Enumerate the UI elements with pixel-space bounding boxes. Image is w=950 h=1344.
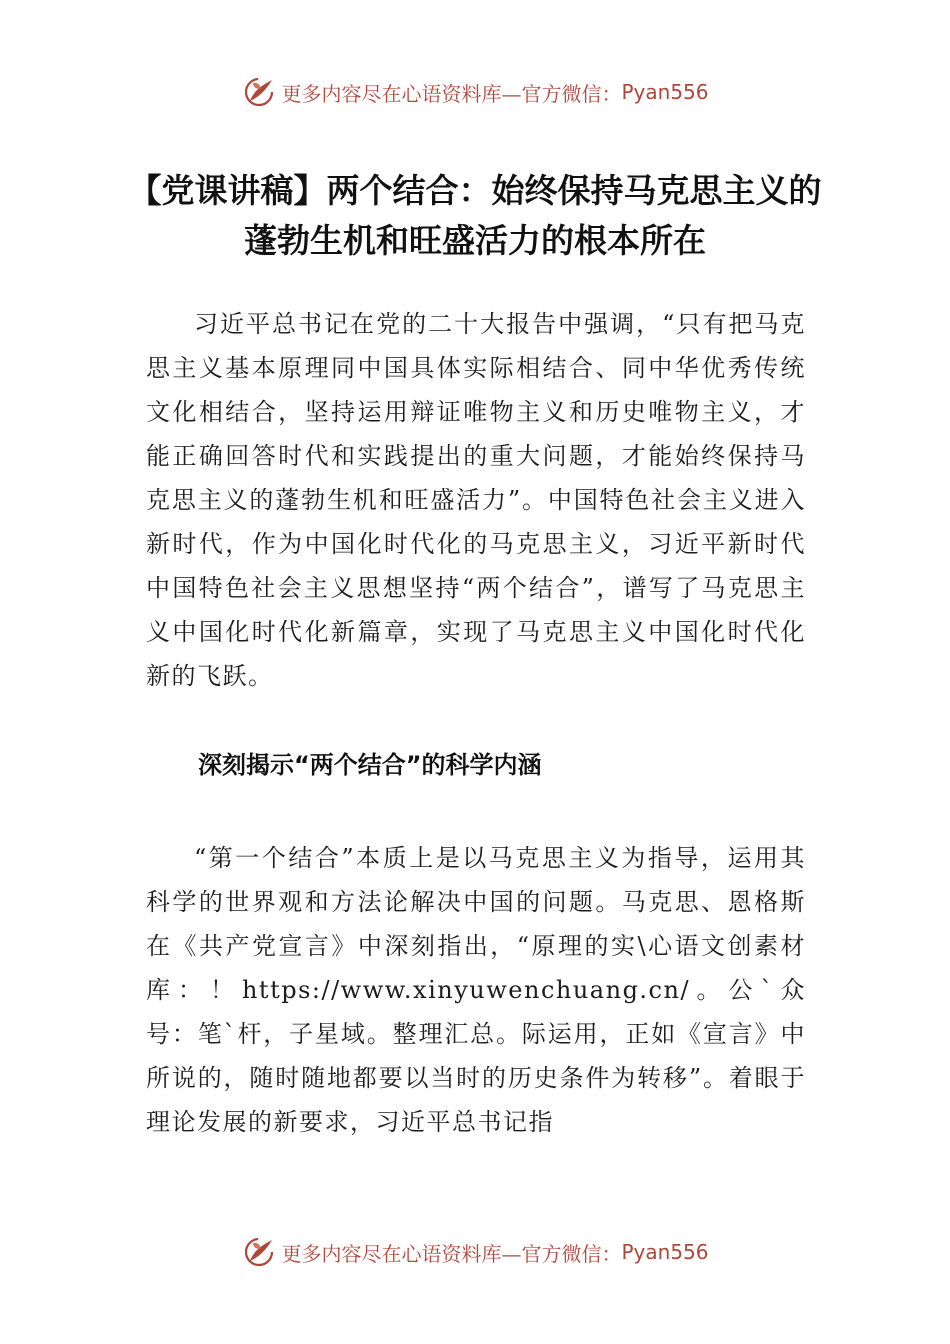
document-title: 【党课讲稿】两个结合：始终保持马克思主义的蓬勃生机和旺盛活力的根本所在 <box>128 171 822 260</box>
rose-leaf-logo-icon <box>241 1234 277 1270</box>
banner-text: 更多内容尽在心语资料库—官方微信： <box>281 1241 622 1266</box>
banner-text: 更多内容尽在心语资料库—官方微信： <box>281 81 622 106</box>
banner-wechat-handle: Pyan556 <box>621 80 709 104</box>
paragraph-intro: 习近平总书记在党的二十大报告中强调，“只有把马克思主义基本原理同中国具体实际相结合、同中华优秀传统文化相结合，坚持运用辩证唯物主义和历史唯物主义，才能正确回答时代和实践提出的重大问题，才能始终保持马克思主义的蓬勃生机和旺盛活力”。中国特色社会主义进入新时代，作为中国化时代化的马克思主义，习近平新时代中国特色社会主义思想坚持“两个结合”，谱写了马克思主义中国化时代化新篇章，实现了马克思主义中国化时代化新的飞跃。 <box>146 310 806 690</box>
rose-leaf-logo-icon <box>241 74 277 110</box>
footer-watermark-banner <box>0 1230 950 1274</box>
header-watermark-banner <box>0 70 950 114</box>
section-heading: 深刻揭示“两个结合”的科学内涵 <box>198 751 542 779</box>
paragraph-first-combination: “第一个结合”本质上是以马克思主义为指导，运用其科学的世界观和方法论解决中国的问题。马克思、恩格斯在《共产党宣言》中深刻指出，“原理的实\心语文创素材库：！https://www.xinyuwenchuang.cn/。公`众号：笔`杆，子星域。整理汇总。际运用，正如《宣言》中所说的，随时随地都要以当时的历史条件为转移”。着眼于理论发展的新要求，习近平总书记指 <box>146 844 806 1136</box>
banner-wechat-handle: Pyan556 <box>621 1240 709 1264</box>
